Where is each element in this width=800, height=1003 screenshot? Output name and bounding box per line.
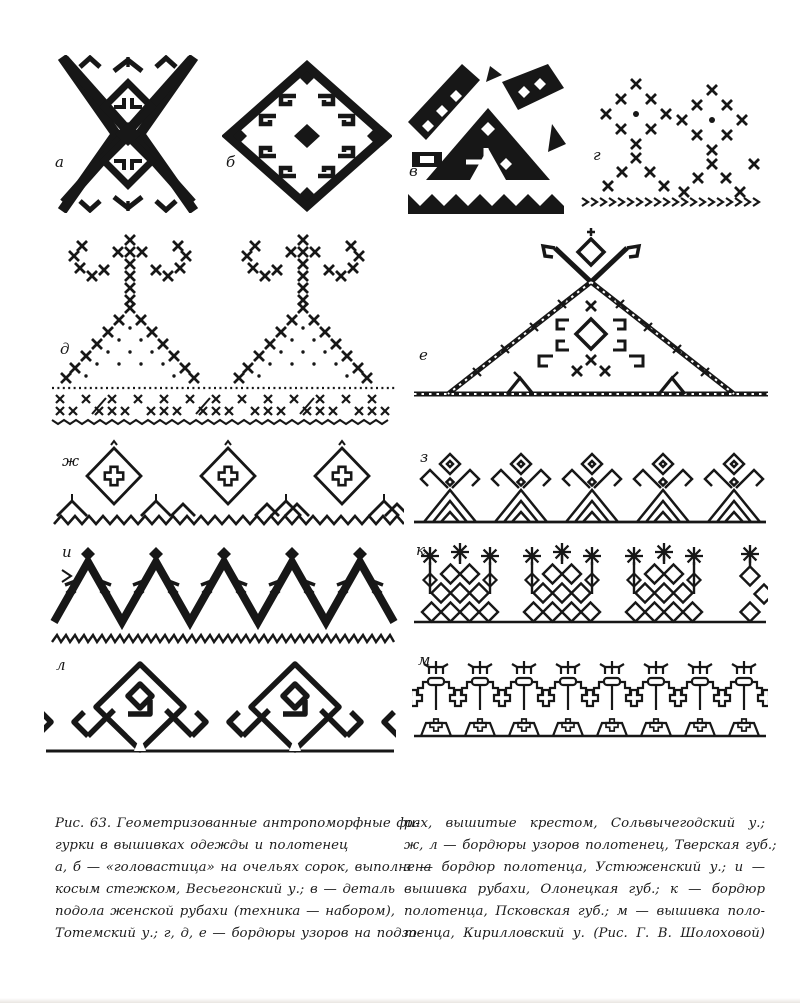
caption-line: косым стежком, Весьегонский у.; в — деталь — [55, 881, 396, 897]
caption-line: Рис. 63. Геометризованные антропоморфные фи- — [55, 816, 420, 831]
embroidery-pattern-a — [52, 55, 204, 213]
pattern-panel-a — [52, 55, 204, 213]
embroidery-pattern-v — [406, 58, 568, 216]
pattern-panel-v — [406, 58, 568, 216]
panel-label-e: е — [419, 346, 428, 364]
embroidery-pattern-i — [48, 544, 400, 650]
caption-line: а, б — «головастица» на очельях сорок, выполнена — [55, 859, 432, 875]
panel-label-m: м — [418, 652, 431, 669]
caption-line: вышивка рубахи, Олонецкая губ.; к — бордюр — [404, 881, 765, 897]
caption-line: з — бордюр полотенца, Устюженский у.; и — — [404, 859, 765, 875]
embroidery-pattern-d — [48, 228, 400, 426]
embroidery-pattern-zh — [52, 438, 404, 530]
pattern-panel-k — [412, 542, 768, 634]
caption-line: ж, л — бордюры узоров полотенец, Тверская губ.; — [404, 837, 777, 853]
embroidery-pattern-g — [578, 62, 766, 215]
panel-label-a: а — [55, 153, 64, 171]
pattern-panel-l — [44, 652, 396, 760]
scan-edge-shadow — [0, 998, 800, 1003]
caption-line: тенца, Кирилловский у. (Рис. Г. В. Шолоховой) — [404, 925, 765, 941]
embroidery-pattern-e — [412, 228, 770, 420]
panel-label-d: д — [60, 340, 70, 358]
panel-label-l: л — [56, 656, 66, 674]
caption-line: полотенца, Псковская губ.; м — вышивка поло- — [404, 903, 765, 919]
panel-label-z: з — [420, 448, 429, 466]
embroidery-pattern-l — [44, 652, 396, 760]
caption-line: рах, вышитые крестом, Сольвычегодский у.; — [404, 816, 765, 831]
pattern-panel-z — [412, 442, 768, 530]
caption-left-column — [55, 813, 432, 944]
embroidery-pattern-z — [412, 442, 768, 530]
panel-label-zh: ж — [62, 452, 80, 470]
pattern-panel-m — [412, 652, 768, 744]
caption-line: подола женской рубахи (техника — набором), — [55, 903, 395, 919]
caption-right-column — [404, 813, 777, 944]
pattern-panel-g — [578, 62, 766, 215]
pattern-panel-i — [48, 544, 400, 650]
panel-label-k: к — [416, 542, 425, 559]
panel-label-v: в — [409, 162, 418, 180]
pattern-panel-b — [222, 60, 392, 212]
panel-label-b: б — [226, 153, 236, 171]
caption-line: Тотемский у.; г, д, е — бордюры узоров на подзо- — [55, 925, 422, 941]
pattern-panel-zh — [52, 438, 404, 530]
embroidery-pattern-k — [412, 542, 768, 634]
pattern-panel-d — [48, 228, 400, 426]
embroidery-pattern-b — [222, 60, 392, 212]
pattern-panel-e — [412, 228, 770, 420]
panel-label-i: и — [62, 544, 72, 561]
panel-label-g: г — [593, 146, 601, 164]
caption-line: гурки в вышивках одежды и полотенец — [55, 837, 349, 853]
embroidery-pattern-m — [412, 652, 768, 744]
